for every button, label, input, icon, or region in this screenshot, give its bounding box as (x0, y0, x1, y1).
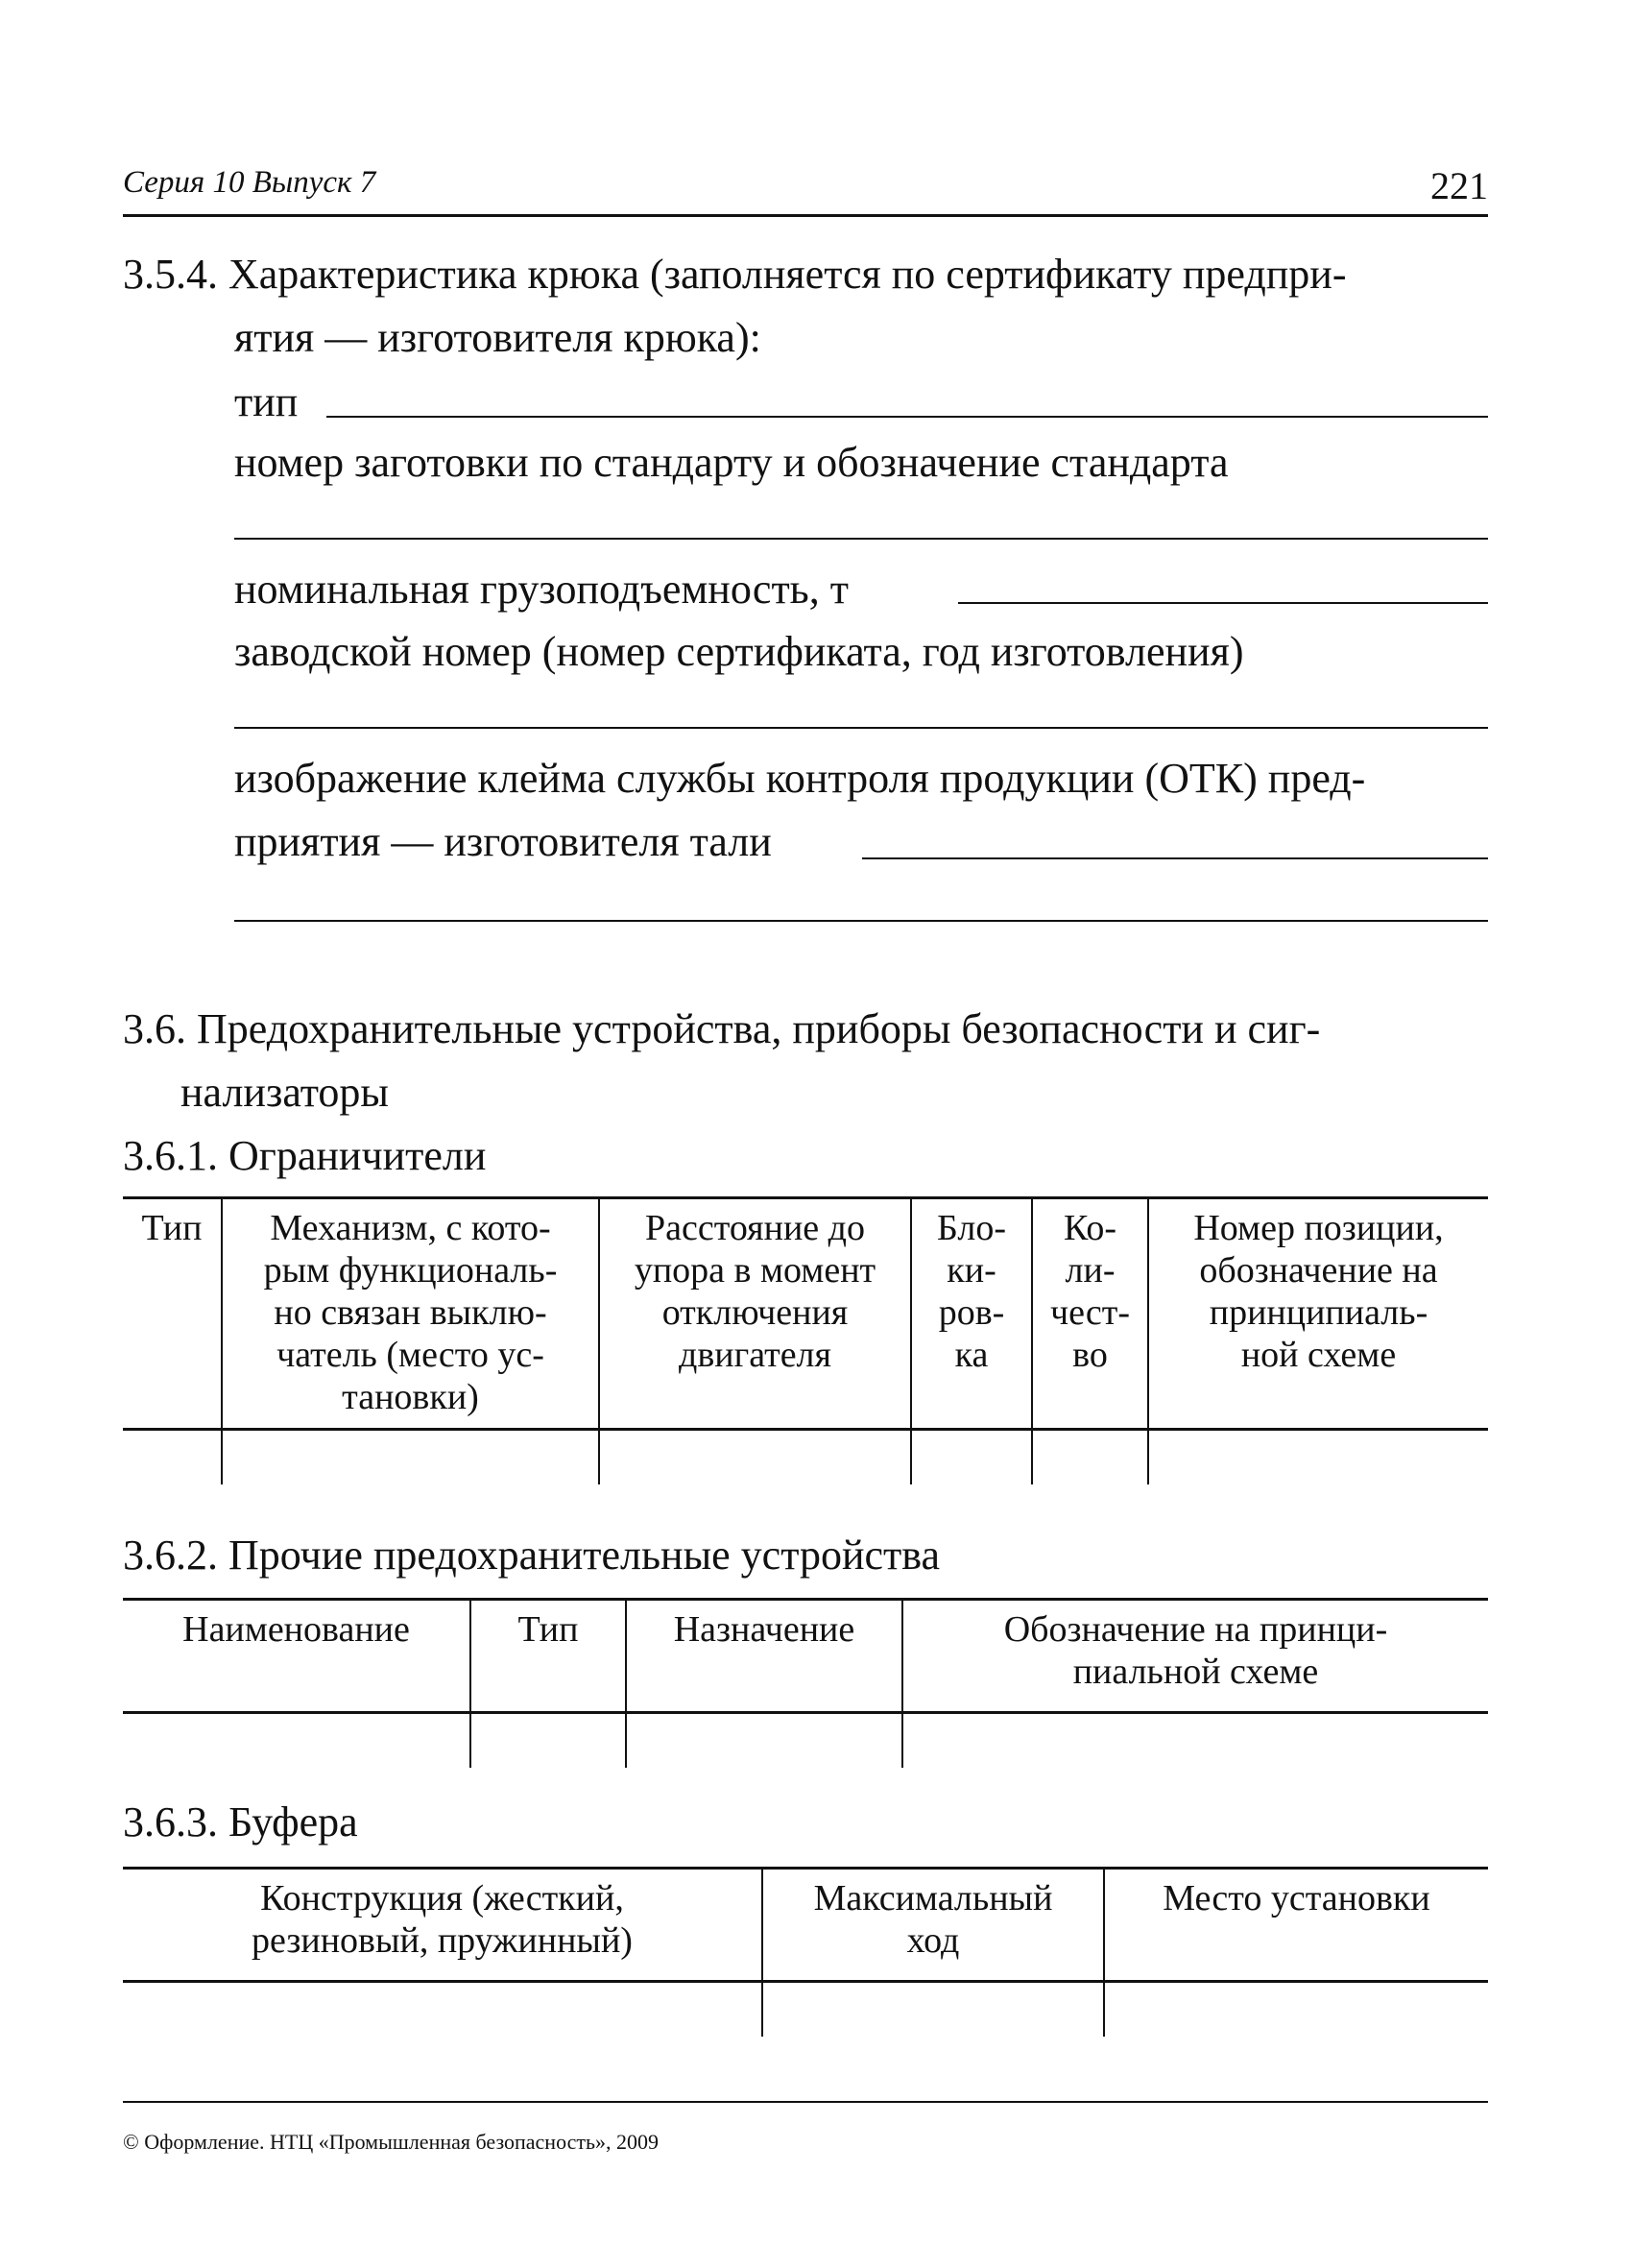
rated-capacity-field-line[interactable] (958, 602, 1488, 604)
stamp-label-line1: изображение клейма службы контроля продукции (ОТК) пред- (234, 755, 1366, 802)
table-cell[interactable] (626, 1713, 902, 1768)
table-cell[interactable] (1148, 1430, 1488, 1484)
table-cell[interactable] (123, 1982, 762, 2037)
stamp-field-line-2[interactable] (234, 920, 1488, 922)
stamp-label-line2: приятия — изготовителя тали (234, 818, 772, 865)
table-cell[interactable] (123, 1713, 470, 1768)
buffers-col-max-travel: Максимальный ход (762, 1869, 1104, 1982)
section-3-6-3-title: 3.6.3. Буфера (123, 1798, 358, 1846)
section-3-5-4-title-line1: 3.5.4. Характеристика крюка (заполняется по сертификату предпри- (123, 251, 1347, 298)
limiters-table (123, 1196, 1488, 1484)
footer-rule (123, 2101, 1488, 2103)
hook-type-label: тип (234, 378, 299, 425)
table-cell[interactable] (762, 1982, 1104, 2037)
limiters-col-type: Тип (141, 1208, 203, 1248)
section-3-6-title-line1: 3.6. Предохранительные устройства, приборы безопасности и сиг- (123, 1005, 1321, 1052)
limiters-col-position: Номер позиции, обозначение на принципиаль- ной схеме (1148, 1198, 1488, 1430)
hook-type-field-line[interactable] (326, 416, 1488, 418)
table-cell[interactable] (1104, 1982, 1488, 2037)
running-header-series: Серия 10 Выпуск 7 (123, 165, 376, 200)
safety-devices-table (123, 1598, 1488, 1768)
safety-col-designation: Обозначение на принци- пиальной схеме (902, 1600, 1488, 1713)
stamp-field-line-1[interactable] (862, 857, 1488, 859)
page-number: 221 (1430, 164, 1488, 207)
table-row (123, 1713, 1488, 1768)
safety-col-purpose: Назначение (626, 1600, 902, 1713)
blank-number-label: номер заготовки по стандарту и обозначение стандарта (234, 439, 1229, 486)
section-3-6-title-line2: нализаторы (180, 1069, 389, 1116)
buffers-col-location: Место установки (1104, 1869, 1488, 1982)
limiters-col-mechanism: Механизм, с кото- рым функциональ- но связан выклю- чатель (место ус- тановки) (222, 1198, 599, 1430)
serial-number-label: заводской номер (номер сертификата, год изготовления) (234, 628, 1244, 675)
footer-copyright: © Оформление. НТЦ «Промышленная безопасность», 2009 (123, 2130, 660, 2154)
table-cell[interactable] (911, 1430, 1032, 1484)
buffers-col-construction: Конструкция (жесткий, резиновый, пружинный) (252, 1878, 633, 1961)
table-row (123, 1982, 1488, 2037)
table-cell[interactable] (123, 1430, 222, 1484)
limiters-col-blocking: Бло- ки- ров- ка (911, 1198, 1032, 1430)
limiters-col-quantity: Ко- ли- чест- во (1032, 1198, 1148, 1430)
table-cell[interactable] (599, 1430, 911, 1484)
blank-number-field-line[interactable] (234, 538, 1488, 540)
buffers-table (123, 1867, 1488, 2037)
table-cell[interactable] (902, 1713, 1488, 1768)
limiters-col-distance: Расстояние до упора в момент отключения двигателя (599, 1198, 911, 1430)
section-3-5-4-title-line2: ятия — изготовителя крюка): (234, 314, 761, 361)
table-cell[interactable] (222, 1430, 599, 1484)
section-3-6-1-title: 3.6.1. Ограничители (123, 1132, 487, 1179)
section-3-6-2-title: 3.6.2. Прочие предохранительные устройства (123, 1532, 940, 1579)
header-rule (123, 214, 1488, 217)
table-cell[interactable] (1032, 1430, 1148, 1484)
rated-capacity-label: номинальная грузоподъемность, т (234, 566, 849, 613)
serial-number-field-line[interactable] (234, 727, 1488, 729)
safety-col-name: Наименование (182, 1609, 410, 1650)
table-cell[interactable] (470, 1713, 626, 1768)
table-row (123, 1430, 1488, 1484)
safety-col-type: Тип (470, 1600, 626, 1713)
